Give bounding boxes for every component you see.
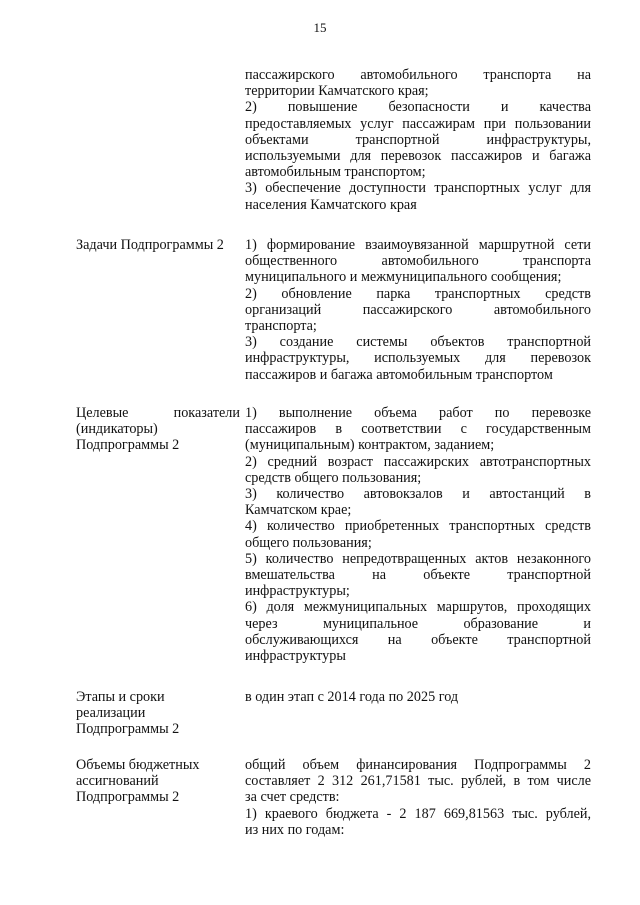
label-line: Подпрограммы 2 [76,789,180,806]
content-line: 4) количество приобретенных транспортных средств [245,518,591,535]
content-line: пассажиров и багажа автомобильным транспортом [245,366,553,383]
content-line: через муниципальное образование и [245,615,591,632]
indicators-label [76,405,240,454]
label-line: (индикаторы) [76,421,158,438]
content-line: пассажирского автомобильного транспорта на [245,67,591,83]
content-line: 1) формирование взаимоувязанной маршрутной сети [245,237,591,253]
content-line: 6) доля межмуниципальных маршрутов, проходящих [245,599,591,616]
content-line: территории Камчатского края; [245,83,429,100]
label-line: Объемы бюджетных [76,757,200,773]
page-number: 15 [313,20,327,35]
content-line: составляет 2 312 261,71581 тыс. рублей, в том числе [245,773,591,790]
tasks-content [245,237,591,383]
goals-content [245,67,591,213]
budget-content [245,757,591,838]
content-line: 3) создание системы объектов транспортной [245,334,591,351]
content-line: Камчатском крае; [245,502,352,519]
content-line: предоставляемых услуг пассажирам при пользовании [245,115,591,132]
content-line: объектами транспортной инфраструктуры, [245,131,591,148]
stages-content [245,689,591,705]
content-line: автомобильным транспортом; [245,164,426,181]
content-line: инфраструктуры [245,648,346,665]
content-line: общего пользования; [245,534,372,551]
content-line: средств общего пользования; [245,469,422,486]
content-line: инфраструктуры, используемых для перевозок [245,350,591,367]
label-line: Целевые показатели [76,405,240,421]
content-line: инфраструктуры; [245,583,350,600]
content-line: 2) средний возраст пассажирских автотранспортных [245,453,591,470]
label-line: ассигнований [76,773,159,790]
content-line: 3) количество автовокзалов и автостанций в [245,486,591,503]
content-line: из них по годам: [245,821,345,838]
content-line: 5) количество непредотвращенных актов незаконного [245,550,591,567]
content-line: пассажиров в соответствии с государственным [245,421,591,438]
content-line: 1) краевого бюджета - 2 187 669,81563 тыс. рублей, [245,805,591,822]
label-line: реализации [76,705,146,722]
content-line: обслуживающихся на объекте транспортной [245,631,591,648]
content-line: используемыми для перевозок пассажиров и багажа [245,148,591,165]
content-line: (муниципальным) контрактом, заданием; [245,437,495,454]
indicators-content [245,405,591,664]
content-line: 2) обновление парка транспортных средств [245,285,591,302]
label-line: Подпрограммы 2 [76,437,180,454]
content-line: организаций пассажирского автомобильного [245,301,591,318]
content-line: вмешательства на объекте транспортной [245,567,591,584]
content-line: населения Камчатского края [245,196,417,213]
label-line: Подпрограммы 2 [76,721,180,738]
content-line: в один этап с 2014 года по 2025 год [245,689,459,705]
content-line: 1) выполнение объема работ по перевозке [245,405,591,421]
content-line: 2) повышение безопасности и качества [245,99,591,116]
label-line: Этапы и сроки [76,689,165,705]
content-line: транспорта; [245,318,317,335]
tasks-label [76,237,240,253]
content-line: 3) обеспечение доступности транспортных услуг для [245,180,591,197]
content-line: муниципального и межмуниципального сообщения; [245,269,562,286]
content-line: общественного автомобильного транспорта [245,253,591,270]
content-line: за счет средств: [245,789,340,806]
stages-label [76,689,240,738]
content-line: общий объем финансирования Подпрограммы 2 [245,757,591,773]
label-line: Задачи Подпрограммы 2 [76,237,224,253]
budget-label [76,757,240,806]
